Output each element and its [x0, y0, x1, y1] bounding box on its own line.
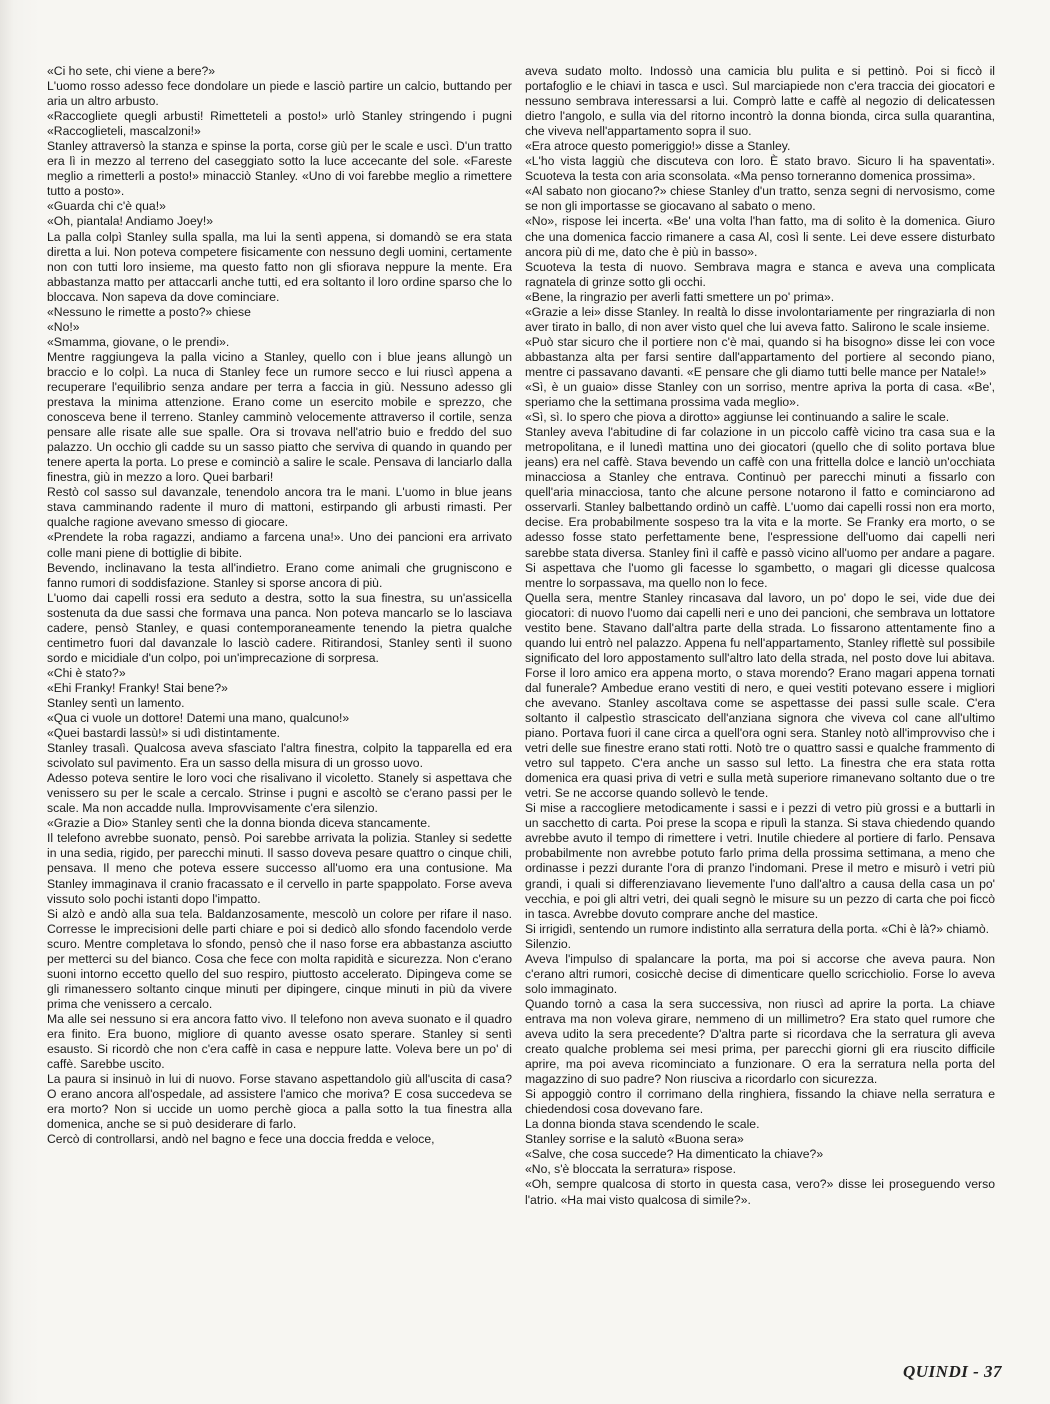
- paragraph: «No!»: [47, 319, 80, 334]
- paragraph: Silenzio.: [525, 936, 572, 951]
- paragraph: «Quei bastardi lassù!» si udì distintamente.: [47, 726, 281, 741]
- paragraph: «Guarda chi c'è qua!»: [47, 199, 166, 214]
- paragraph: «Ehi Franky! Franky! Stai bene?»: [47, 680, 228, 695]
- paragraph: Quella sera, mentre Stanley rincasava dal lavoro, un po' dopo le sei, vide due dei giocatori: di nuovo l'uomo dai capelli neri e uno dei pancioni, che sembrava un lottatore vestito bene. Stavano dall'altra parte della strada. Lo fissarono attentamente fino a quando lui entrò nel palazzo. Appena fu nell'appartamento, Stanley riflettè sul possibile significato del loro appostamento sull'altro lato della strada, nel posto dove lui abitava. Forse il loro amico era appena morto, o stava morendo? Erano magari appena tornati dal funerale? Ambedue erano vestiti di nero, e quei vestiti potevano essere i migliori che avevano. Stanley ascoltava come se aspettasse dei passi sulle scale. C'era soltanto il calpestìo strascicato dell'anziana signora che viveva col cane all'ultimo piano. Portava fuori il cane circa a quell'ora ogni sera. Stanley notò all'improvviso che i vetri delle sue finestre erano stati rotti. Notò tre o quattro sassi e qualche frammento di vetro sul tappeto. C'era anche un sasso sul letto. La finestra che era stata rotta domenica era quasi priva di vetri e sulla metà superiore rimanevano soltanto due o tre vetri. Se ne accorse quando sollevò le tende.: [525, 590, 995, 801]
- paragraph: Bevendo, inclinavano la testa all'indietro. Erano come animali che grugniscono e fanno rumori di soddisfazione. Stanley si sporse ancora di più.: [47, 560, 512, 590]
- paragraph: «L'ho vista laggiù che discuteva con loro. È stato bravo. Sicuro li ha spaventati». Scuoteva la testa con aria sconsolata. «Ma penso torneranno domenica prossima».: [525, 154, 995, 184]
- paragraph: «Al sabato non giocano?» chiese Stanley d'un tratto, senza segni di nervosismo, come se non gli importasse se giocavano al sabato o meno.: [525, 184, 995, 214]
- page-footer: QUINDI - 37: [903, 1362, 1002, 1381]
- paragraph: «Smamma, giovane, o le prendi».: [47, 334, 230, 349]
- paragraph: Si mise a raccogliere metodicamente i sassi e i pezzi di vetro più grossi e a buttarli in un sacchetto di carta. Poi prese la scopa e ripulì la stanza. Si stava chiedendo quando avrebbe avuto il tempo di rimettere i vetri. Inutile chiedere al portiere di farlo. Pensava probabilmente non avrebbe potuto farlo prima della prossima settimana, a meno che ordinasse i pezzi durante l'ora di pranzo l'indomani. Prese il metro e misurò i vetri più grandi, i quali si differenziavano lievemente l'uno dall'altro a causa della casa un po' vecchia, e poi gli altri vetri, dei quali segnò le misure su un pezzo di carta che poi ficcò in tasca. Avrebbe dovuto comprare anche del mastice.: [525, 801, 995, 921]
- paragraph: Restò col sasso sul davanzale, tenendolo ancora tra le mani. L'uomo in blue jeans stava camminando radente il muro di mattoni, estirpando gli arbusti rimasti. Per qualche ragione avevano smesso di giocare.: [47, 485, 512, 530]
- paragraph: «Raccogliete quegli arbusti! Rimetteteli a posto!» urlò Stanley stringendo i pugni «Raccoglieteli, mascalzoni!»: [47, 109, 512, 139]
- paragraph: La palla colpì Stanley sulla spalla, ma lui la sentì appena, si domandò se era stata diretta a lui. Non poteva competere fisicamente con nessuno degli uomini, certamente non con tutti loro insieme, ma questo fatto non gli sfiorava neppure la mente. Era abbastanza matto per attaccarli anche tutti, ed era soltanto il loro ordine sparso che lo bloccava. Non sapeva da dove cominciare.: [47, 229, 512, 304]
- paragraph: Si appoggiò contro il corrimano della ringhiera, fissando la chiave nella serratura e chiedendosi cosa dovevano fare.: [525, 1087, 995, 1117]
- paragraph: «Bene, la ringrazio per averli fatti smettere un po' prima».: [525, 289, 835, 304]
- paragraph: «Qua ci vuole un dottore! Datemi una mano, qualcuno!»: [47, 711, 350, 726]
- paragraph: Stanley sentì un lamento.: [47, 695, 185, 710]
- paragraph: Ma alle sei nessuno si era ancora fatto vivo. Il telefono non aveva suonato e il quadro era finito. Era buono, migliore di quanto avesse osato sperare. Stanley si sentì esausto. Si ricordò che non c'era caffè in casa e neppure latte. Voleva bere un po' di caffè. Sarebbe uscito.: [47, 1011, 512, 1072]
- paragraph: Si alzò e andò alla sua tela. Baldanzosamente, mescolò un colore per rifare il naso. Corresse le imprecisioni delle parti chiare e poi si dedicò allo sfondo facendolo verde scuro. Mentre completava lo sfondo, pensò che il naso forse era abbastanza asciutto per metterci su del bianco. Cosa che fece con molta rapidità e sicurezza. Non c'erano suoni intorno eccetto quello del suo respiro, piuttosto accelerato. Dipingeva come se gli rimanessero soltanto cinque minuti per dipingere, cinque minuti in più da vivere prima che venissero a cercalo.: [47, 906, 512, 1011]
- paragraph: «Era atroce questo pomeriggio!» disse a Stanley.: [525, 139, 791, 154]
- paragraph: «Chi è stato?»: [47, 665, 126, 680]
- right-text-column: [525, 64, 995, 1356]
- paragraph: Scuoteva la testa di nuovo. Sembrava magra e stanca e aveva una complicata ragnatela di grinze sotto gli occhi.: [525, 259, 995, 289]
- paragraph: «Nessuno le rimette a posto?» chiese: [47, 304, 251, 319]
- paragraph: Quando tornò a casa la sera successiva, non riuscì ad aprire la porta. La chiave entrava ma non voleva girare, nemmeno di un millimetro? Era stato quel rumore che aveva udito la sera precedente? D'altra parte si ricordava che la serratura gli aveva creato qualche problema sei mesi prima, per parecchi giorni gli era riuscito difficile aprire, ma poi aveva ricominciato a funzionare. O era la serratura nella porta del magazzino di suo padre? Non riusciva a ricordarlo con sicurezza.: [525, 996, 995, 1087]
- paragraph: L'uomo rosso adesso fece dondolare un piede e lasciò partire un calcio, buttando per aria un altro arbusto.: [47, 79, 512, 109]
- paragraph: Cercò di controllarsi, andò nel bagno e fece una doccia fredda e veloce,: [47, 1132, 435, 1147]
- paragraph: La donna bionda stava scendendo le scale.: [525, 1117, 760, 1132]
- paragraph: «Salve, che cosa succede? Ha dimenticato la chiave?»: [525, 1147, 824, 1162]
- paragraph: «No, s'è bloccata la serratura» rispose.: [525, 1162, 736, 1177]
- paragraph: Si irrigidì, sentendo un rumore indistinto alla serratura della porta. «Chi è là?» chiamò.: [525, 921, 990, 936]
- paragraph: «Ci ho sete, chi viene a bere?»: [47, 64, 216, 78]
- paragraph: Stanley sorrise e la salutò «Buona sera»: [525, 1132, 744, 1147]
- paragraph: «Grazie a lei» disse Stanley. In realtà lo disse involontariamente per ringraziarla di non aver tirato in ballo, di non aver visto quel che lui aveva fatto. Salirono le scale insieme.: [525, 304, 995, 334]
- paragraph: «Sì, è un guaio» disse Stanley con un sorriso, mentre apriva la porta di casa. «Be', speriamo che la settimana prossima vada meglio».: [525, 379, 995, 410]
- paragraph: Stanley attraversò la stanza e spinse la porta, corse giù per le scale e uscì. D'un tratto era lì in mezzo al terreno del caseggiato sotto la luce accecante del sole. «Fareste meglio a rimetterli a posto!» minacciò Stanley. «Uno di voi farebbe meglio a rimettere tutto a posto».: [47, 139, 512, 199]
- paragraph: Mentre raggiungeva la palla vicino a Stanley, quello con i blue jeans allungò un braccio e lo colpì. La nuca di Stanley fece un rumore secco e lui riuscì appena a recuperare l'equilibrio senza andare per terra a faccia in giù. Nessuno adesso gli prestava la minima attenzione. Erano come un esercito mobile e sprezzo, che conosceva bene il terreno. Stanley camminò velocemente attraverso il cortile, senza pensare alle risate alle sue spalle. Ora si trovava nell'atrio buio e freddo del suo palazzo. Un occhio gli cadde su un sasso piatto che serviva di quando in quando per tenere aperta la porta. Lo prese e cominciò a salire le scale. Pensava di lanciarlo dalla finestra, giù in mezzo a loro. Quei barbari!: [47, 349, 512, 485]
- paragraph: «Grazie a Dio» Stanley sentì che la donna bionda diceva stancamente.: [47, 816, 431, 831]
- paragraph: L'uomo dai capelli rossi era seduto a destra, sotto la sua finestra, su un'assicella sostenuta da due sassi che formava una panca. Non poteva mancarlo se lo lasciava cadere, pensò Stanley, e quasi contemporaneamente tenendo la pietra qualche centimetro fuori dal davanzale lo lasciò cadere. Ritirandosi, Stanley sentì il suono sordo e micidiale d'un colpo, poi un'imprecazione di sorpresa.: [47, 590, 512, 665]
- left-text-column: [47, 64, 512, 1252]
- paragraph: Stanley trasalì. Qualcosa aveva sfasciato l'altra finestra, colpito la tapparella ed era scivolato sul pavimento. Era un sasso della misura di un grosso uovo.: [47, 741, 512, 771]
- paragraph: «Sì, sì. Io spero che piova a dirotto» aggiunse lei continuando a salire le scale.: [525, 410, 950, 425]
- paragraph: Adesso poteva sentire le loro voci che risalivano il vicoletto. Stanely si aspettava che venissero su per le scale a cercalo. Strinse i pugni e ascoltò se c'erano passi per le scale. Ma non accadde nulla. Improvvisamente c'era silenzio.: [47, 771, 512, 816]
- paragraph: «No», rispose lei incerta. «Be' una volta l'han fatto, ma di solito è la domenica. Giuro che una domenica faccio rimanere a casa Al, così li sente. Lei deve essere disturbato ancora più di me, dato che è più in basso».: [525, 214, 995, 259]
- paragraph: Aveva l'impulso di spalancare la porta, ma poi si accorse che aveva paura. Non c'erano altri rumori, cosicchè decise di dimenticare quello scricchiolio. Forse lo aveva solo immaginato.: [525, 951, 995, 996]
- paragraph: aveva sudato molto. Indossò una camicia blu pulita e si pettinò. Poi si ficcò il portafoglio e le chiavi in tasca e uscì. Sul marciapiede non c'era traccia dei giocatori e nessuno sembrava interessarsi a lui. Comprò latte e caffè al negozio di delicatessen dietro l'angolo, e sulla via del ritorno incontrò la donna bionda, circa sulla quarantina, che viveva nell'appartamento sopra il suo.: [525, 64, 995, 139]
- paragraph: Il telefono avrebbe suonato, pensò. Poi sarebbe arrivata la polizia. Stanley si sedette in una sedia, rigido, per parecchi minuti. Il sasso doveva pesare quattro o cinque chili, pensava. Il meno che poteva essere successo all'uomo era una contusione. Ma Stanley immaginava il cranio fracassato e il cervello in parte spappolato. Forse aveva vissuto solo pochi istanti dopo l'impatto.: [47, 831, 512, 906]
- paragraph: «Può star sicuro che il portiere non c'è mai, quando si ha bisogno» disse lei con voce abbastanza alta per farsi sentire dall'appartamento del portiere al secondo piano, mentre ci passavano davanti. «E pensare che gli diamo tutti belle mance per Natale!»: [525, 334, 995, 379]
- paragraph: «Oh, piantala! Andiamo Joey!»: [47, 214, 213, 229]
- paragraph: «Oh, sempre qualcosa di storto in questa casa, vero?» disse lei proseguendo verso l'atrio. «Ha mai visto qualcosa di simile?».: [525, 1177, 995, 1207]
- paragraph: Stanley aveva l'abitudine di far colazione in un piccolo caffè vicino tra casa sua e la metropolitana, e il lunedì mattina uno dei giocatori (quello che di solito portava blue jeans) era nel caffè. Stava bevendo un caffè con una frittella dolce e lanciò un'occhiata minacciosa a Stanley che entrava. Continuò per parecchi minuti a fissarlo con quell'aria minacciosa, tanto che alcune persone notarono il fatto e cominciarono ad osservarli. Stanley balbettando ordinò un caffè. L'uomo dai capelli rossi non era morto, decise. Era probabilmente sospeso tra la vita e la morte. Se Franky era morto, o se adesso fosse stato perfettamente bene, l'espressione dell'uomo dai capelli neri sarebbe stata diversa. Stanley finì il caffè e passò vicino all'uomo per andare a pagare. Si aspettava che l'uomo gli facesse lo sgambetto, o magari gli dicesse qualcosa mentre lo sorpassava, ma quello non lo fece.: [525, 425, 995, 590]
- paragraph: «Prendete la roba ragazzi, andiamo a farcena una!». Uno dei pancioni era arrivato colle mani piene di bottiglie di bibite.: [47, 530, 512, 560]
- paragraph: La paura si insinuò in lui di nuovo. Forse stavano aspettandolo giù all'uscita di casa? O erano ancora all'ospedale, ad assistere l'amico che moriva? E cosa succedeva se era morto? Non si uccide un uomo perchè gioca a palla sotto la tua finestra alla domenica, anche se si può desiderare di farlo.: [47, 1072, 512, 1132]
